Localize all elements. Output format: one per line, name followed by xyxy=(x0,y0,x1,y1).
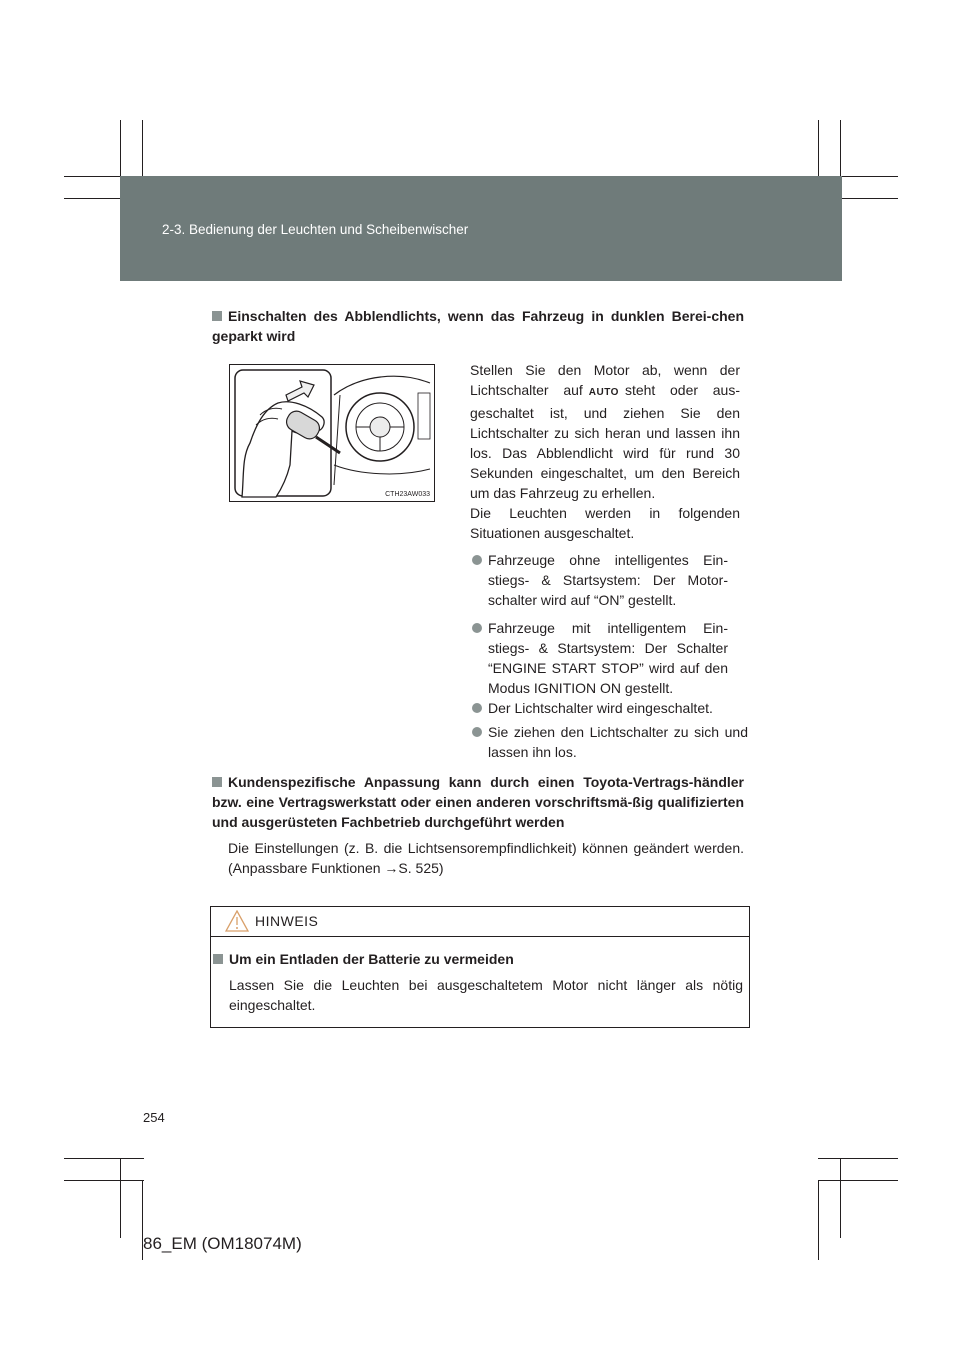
caution-note-box xyxy=(210,906,750,1028)
note-subtitle xyxy=(213,949,733,969)
note-subtitle-text: Um ein Entladen der Batterie zu vermeiden xyxy=(229,951,514,967)
auto-mode-icon: AUTO xyxy=(588,387,619,398)
crop-mark xyxy=(120,1158,121,1238)
crop-mark xyxy=(64,1180,144,1181)
list-item: Fahrzeuge ohne intelligentes Ein-stiegs- & Startsystem: Der Motor-schalter wird auf “ON” gestellt. xyxy=(470,550,728,610)
section-header xyxy=(120,176,842,281)
list-item: Sie ziehen den Lichtschalter zu sich und lassen ihn los. xyxy=(470,722,748,762)
crop-mark xyxy=(818,1158,898,1159)
section-heading-text: Einschalten des Abblendlichts, wenn das Fahrzeug in dunklen Berei-chen geparkt wird xyxy=(212,308,744,344)
note-text: Lassen Sie die Leuchten bei ausgeschaltetem Motor nicht länger als nötig eingeschaltet. xyxy=(229,977,743,1013)
page-number: 254 xyxy=(143,1110,165,1125)
crop-mark xyxy=(840,1158,841,1238)
note-header xyxy=(211,907,749,937)
note-title: HINWEIS xyxy=(255,913,319,929)
crop-mark xyxy=(818,1180,819,1260)
document-code: 86_EM (OM18074M) xyxy=(143,1234,302,1253)
paragraph-customization: Die Einstellungen (z. B. die Lichtsensorempfindlichkeit) können geändert werden. (Anpassbare Funktionen →S. 525) xyxy=(228,840,744,876)
square-bullet-icon xyxy=(213,954,223,964)
list-item: Fahrzeuge mit intelligentem Ein-stiegs- & Startsystem: Der Schalter “ENGINE START STOP” wird auf den Modus IGNITION ON gestellt. xyxy=(470,618,728,698)
list-item: Der Lichtschalter wird eingeschaltet. xyxy=(470,698,748,718)
section-heading-text: Kundenspezifische Anpassung kann durch einen Toyota-Vertrags-händler bzw. eine Vertragswerkstatt oder einen anderen vorschriftsmä-ßig qualifizierten und ausgerüsteten Fachbetrieb durchgeführt werden xyxy=(212,774,744,830)
section-heading-customization xyxy=(212,772,744,832)
section-header-title: 2-3. Bedienung der Leuchten und Scheibenwischer xyxy=(162,222,469,237)
section-heading-parking-light xyxy=(212,306,744,346)
warning-triangle-icon xyxy=(225,910,249,932)
figure-code: CTH23AW033 xyxy=(385,491,430,498)
light-switch-drawing xyxy=(230,365,434,501)
light-switch-illustration xyxy=(229,364,435,502)
paragraph-text: steht oder aus-geschaltet ist, und ziehen Sie den Lichtschalter zu sich heran und lassen ihn los. Das Abblendlicht wird für rund 30 Sekunden eingeschaltet, um den Bereich um das Fahrzeug zu erhellen. xyxy=(470,382,740,501)
crop-mark xyxy=(64,1158,144,1159)
square-bullet-icon xyxy=(212,777,222,787)
paragraph-turn-off: Die Leuchten werden in folgenden Situationen ausgeschaltet. xyxy=(470,505,740,541)
paragraph-intro xyxy=(470,360,740,503)
paragraph-text: Stellen Sie den Motor ab, wenn der Lichtschalter auf xyxy=(470,362,740,398)
crop-mark xyxy=(818,1180,898,1181)
square-bullet-icon xyxy=(212,311,222,321)
